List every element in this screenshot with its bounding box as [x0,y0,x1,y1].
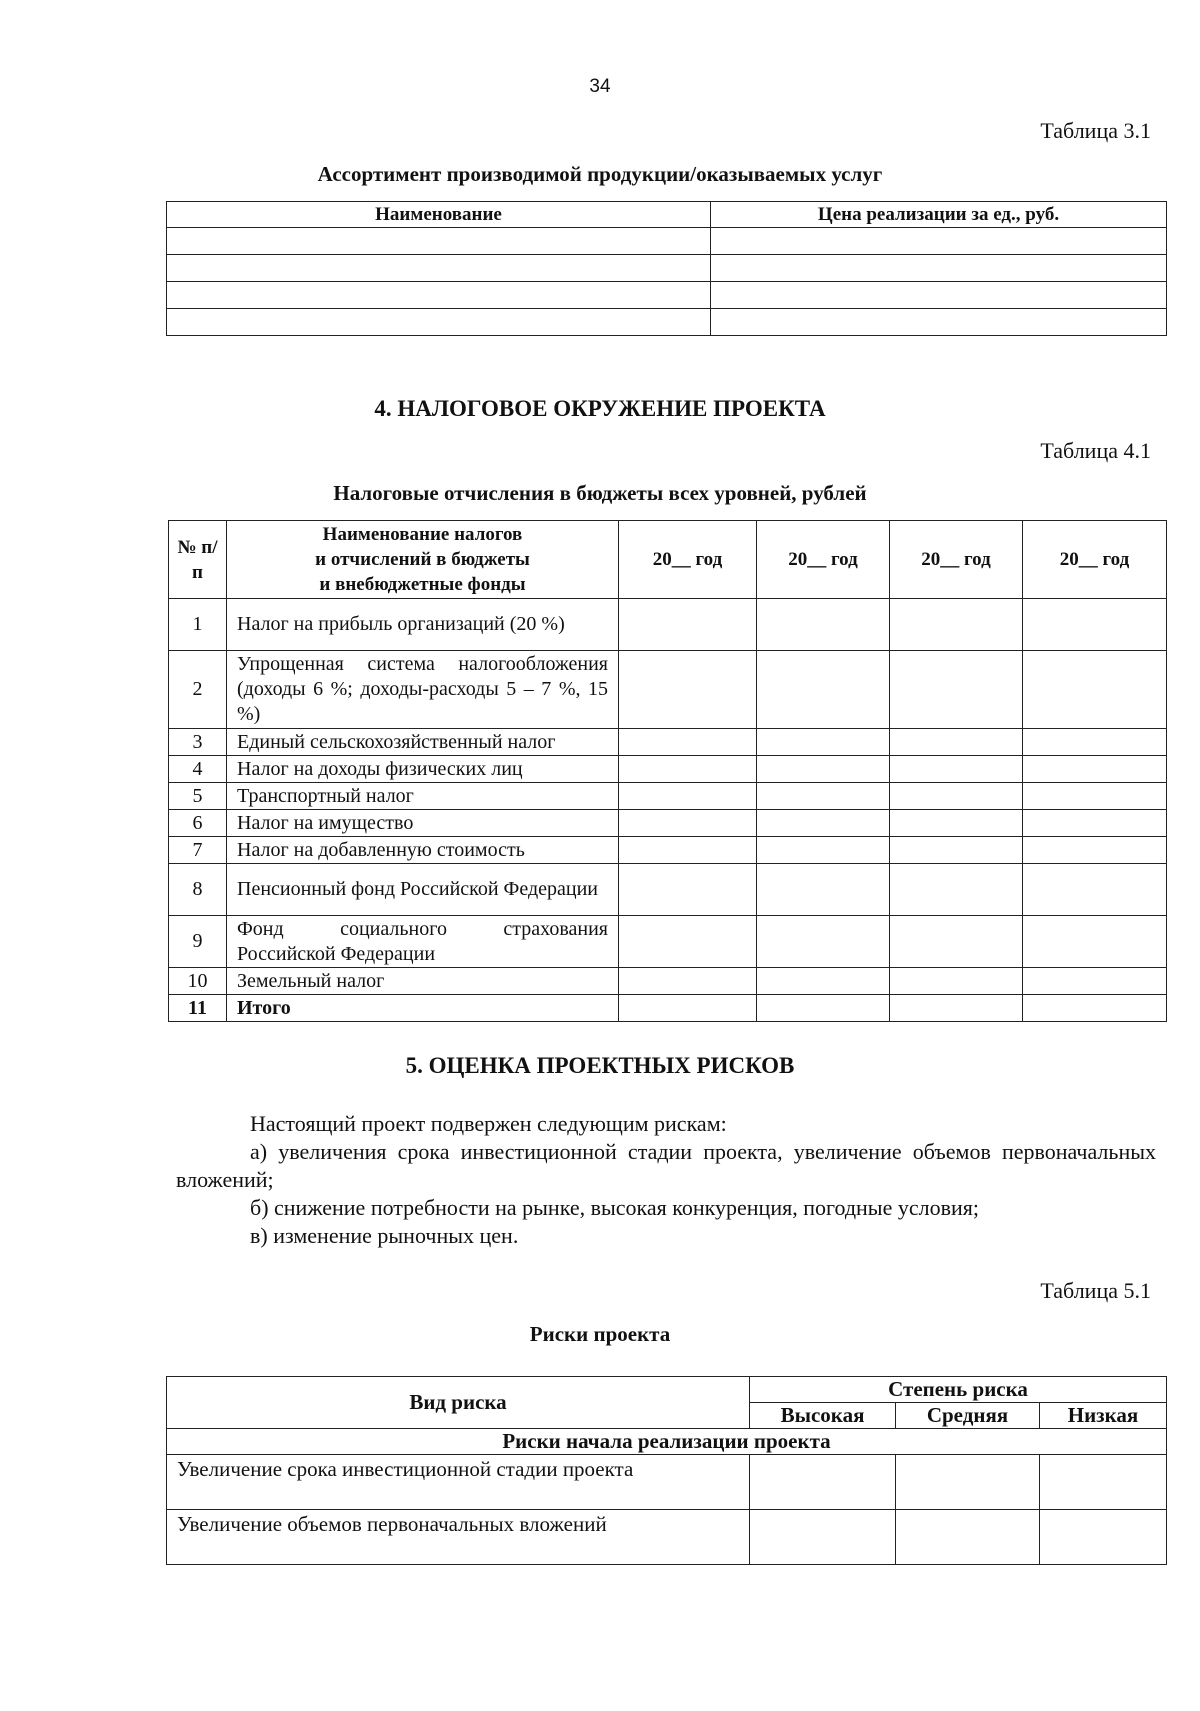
group-title: Риски начала реализации проекта [167,1429,1167,1455]
table-row [167,228,1167,255]
table-cell [167,255,711,282]
value-cell [890,783,1023,810]
column-header-high: Высокая [750,1403,896,1429]
row-number: 4 [169,756,227,783]
risk-cell [750,1510,896,1565]
value-cell [619,756,757,783]
value-cell [619,916,757,968]
value-cell [1023,729,1167,756]
column-header-year: 20__ год [757,521,890,599]
risk-cell [1040,1455,1167,1510]
section-5-title: 5. ОЦЕНКА ПРОЕКТНЫХ РИСКОВ [405,1053,795,1078]
risk-name: Увеличение срока инвестиционной стадии проекта [167,1455,750,1510]
tax-name: Земельный налог [227,968,619,995]
risks-table [166,1376,1167,1565]
value-cell [890,810,1023,837]
value-cell [619,651,757,729]
table-cell [711,309,1167,336]
row-number: 6 [169,810,227,837]
table-row [169,968,1167,995]
tax-name: Налог на добавленную стоимость [227,837,619,864]
column-header-low: Низкая [1040,1403,1167,1429]
row-number: 9 [169,916,227,968]
column-header-name: Наименование [167,202,711,228]
value-cell [619,783,757,810]
value-cell [619,599,757,651]
value-cell [890,729,1023,756]
column-header-year: 20__ год [890,521,1023,599]
table-5-1-title: Риски проекта [529,1322,671,1346]
value-cell [1023,651,1167,729]
table-row [167,309,1167,336]
table-cell [167,228,711,255]
table-cell [167,282,711,309]
value-cell [1023,968,1167,995]
value-cell [1023,837,1167,864]
section-4-title: 4. НАЛОГОВОЕ ОКРУЖЕНИЕ ПРОЕКТА [374,396,826,421]
tax-name: Налог на доходы физических лиц [227,756,619,783]
table-row [169,864,1167,916]
products-table [166,201,1167,336]
value-cell [890,995,1023,1022]
tax-name: Итого [227,995,619,1022]
value-cell [619,810,757,837]
table-cell [711,282,1167,309]
value-cell [619,729,757,756]
value-cell [890,968,1023,995]
value-cell [757,783,890,810]
value-cell [757,810,890,837]
value-cell [1023,916,1167,968]
row-number: 1 [169,599,227,651]
table-header-row [167,1377,1167,1403]
value-cell [1023,756,1167,783]
tax-name: Упрощенная система налогообложения (доходы 6 %; доходы-расходы 5 – 7 %, 15 %) [227,651,619,729]
column-header-number: № п/п [169,521,227,599]
table-row [169,651,1167,729]
tax-name: Единый сельскохозяйственный налог [227,729,619,756]
table-cell [711,255,1167,282]
row-number: 2 [169,651,227,729]
table-row [169,810,1167,837]
taxes-table [168,520,1167,1022]
value-cell [1023,810,1167,837]
column-header-year: 20__ год [1023,521,1167,599]
paragraph-item-a: а) увеличения срока инвестиционной стадии проекта, увеличение объемов первоначальных вложений; [176,1139,1156,1192]
table-row [169,837,1167,864]
value-cell [1023,599,1167,651]
risk-cell [750,1455,896,1510]
tax-name: Налог на имущество [227,810,619,837]
paragraph-intro: Настоящий проект подвержен следующим рискам: [250,1111,727,1136]
risks-text [176,1110,1156,1250]
tax-name: Фонд социального страхования Российской Федерации [227,916,619,968]
value-cell [619,995,757,1022]
paragraph-item-b: б) снижение потребности на рынке, высокая конкуренция, погодные условия; [250,1195,979,1220]
value-cell [757,837,890,864]
value-cell [1023,864,1167,916]
table-row [169,756,1167,783]
header-line: и внебюджетные фонды [319,574,526,595]
table-row [167,1510,1167,1565]
value-cell [757,864,890,916]
value-cell [757,651,890,729]
value-cell [757,968,890,995]
table-3-1-title: Ассортимент производимой продукции/оказываемых услуг [317,162,883,186]
table-row [169,599,1167,651]
header-line: и отчислений в бюджеты [315,549,530,570]
paragraph-item-c: в) изменение рыночных цен. [250,1223,519,1248]
value-cell [1023,783,1167,810]
value-cell [1023,995,1167,1022]
risk-cell [896,1455,1040,1510]
column-header-year: 20__ год [619,521,757,599]
row-number: 3 [169,729,227,756]
value-cell [757,995,890,1022]
column-header-risk-degree: Степень риска [750,1377,1167,1403]
value-cell [757,729,890,756]
risk-name: Увеличение объемов первоначальных вложений [167,1510,750,1565]
row-number: 7 [169,837,227,864]
value-cell [890,651,1023,729]
header-line: Наименование налогов [322,524,523,545]
table-3-1-label: Таблица 3.1 [1040,118,1151,143]
row-number: 5 [169,783,227,810]
table-row [169,783,1167,810]
table-row [169,729,1167,756]
value-cell [890,756,1023,783]
column-header-risk-kind: Вид риска [167,1377,750,1429]
table-row [169,916,1167,968]
table-cell [711,228,1167,255]
tax-name: Пенсионный фонд Российской Федерации [227,864,619,916]
value-cell [757,599,890,651]
risk-cell [1040,1510,1167,1565]
tax-name: Налог на прибыль организаций (20 %) [227,599,619,651]
value-cell [619,864,757,916]
table-row [167,1455,1167,1510]
value-cell [890,864,1023,916]
value-cell [890,916,1023,968]
table-4-1-label: Таблица 4.1 [1040,438,1151,463]
value-cell [890,599,1023,651]
table-5-1-label: Таблица 5.1 [1040,1278,1151,1303]
row-number: 8 [169,864,227,916]
table-row [167,255,1167,282]
value-cell [619,837,757,864]
value-cell [757,916,890,968]
page-number: 34 [589,76,611,97]
tax-name: Транспортный налог [227,783,619,810]
column-header-tax-name [227,521,619,599]
column-header-medium: Средняя [896,1403,1040,1429]
table-header-row [167,202,1167,228]
column-header-price: Цена реализации за ед., руб. [711,202,1167,228]
table-row-total [169,995,1167,1022]
table-cell [167,309,711,336]
row-number: 11 [169,995,227,1022]
table-header-row [169,521,1167,599]
value-cell [619,968,757,995]
value-cell [757,756,890,783]
value-cell [890,837,1023,864]
table-group-row [167,1429,1167,1455]
table-row [167,282,1167,309]
row-number: 10 [169,968,227,995]
table-4-1-title: Налоговые отчисления в бюджеты всех уровней, рублей [333,481,867,505]
risk-cell [896,1510,1040,1565]
